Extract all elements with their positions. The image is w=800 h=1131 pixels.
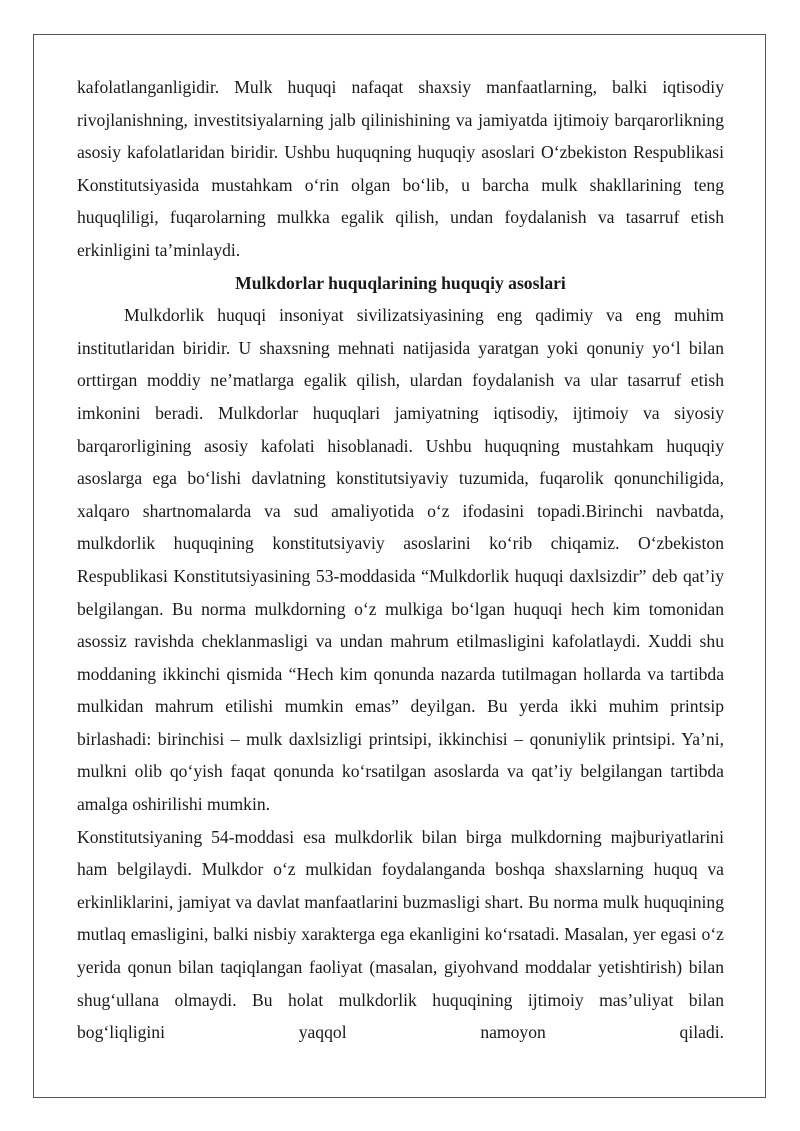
- paragraph-main: Mulkdorlik huquqi insoniyat sivilizatsiyasining eng qadimiy va eng muhim institutlaridan biridir. U shaxsning mehnati natijasida yaratgan yoki qonuniy yo‘l bilan orttirgan moddiy ne’matlarga egalik qilish, ulardan foydalanish va ular tasarruf etish imkonini beradi. Mulkdorlar huquqlari jamiyatning iqtisodiy, ijtimoiy va siyosiy barqarorligining asosiy kafolati hisoblanadi. Ushbu huquqning mustahkam huquqiy asoslarga ega bo‘lishi davlatning konstitutsiyaviy tuzumida, fuqarolik qonunchiligida, xalqaro shartnomalarda va sud amaliyotida o‘z ifodasini topadi.Birinchi navbatda, mulkdorlik huquqining konstitutsiyaviy asoslarini ko‘rib chiqamiz. O‘zbekiston Respublikasi Konstitutsiyasining 53-moddasida “Mulkdorlik huquqi daxlsizdir” deb qat’iy belgilangan. Bu norma mulkdorning o‘z mulkiga bo‘lgan huquqi hech kim tomonidan asossiz ravishda cheklanmasligi va undan mahrum etilmasligini kafolatlaydi. Xuddi shu moddaning ikkinchi qismida “Hech kim qonunda nazarda tutilmagan hollarda va tartibda mulkidan mahrum etilishi mumkin emas” deyilgan. Bu yerda ikki muhim printsip birlashadi: birinchisi – mulk daxlsizligi printsipi, ikkinchisi – qonuniylik printsipi. Ya’ni, mulkni olib qo‘yish faqat qonunda ko‘rsatilgan asoslarda va qat’iy belgilangan tartibda amalga oshirilishi mumkin.: [77, 305, 724, 815]
- paragraph-intro: kafolatlanganligidir. Mulk huquqi nafaqat shaxsiy manfaatlarning, balki iqtisodiy rivojlanishning, investitsiyalarning jalb qilinishining va jamiyatda ijtimoiy barqarorlikning asosiy kafolatlaridan biridir. Ushbu huquqning huquqiy asoslari O‘zbekiston Respublikasi Konstitutsiyasida mustahkam o‘rin olgan bo‘lib, u barcha mulk shakllarining teng huquqliligi, fuqarolarning mulkka egalik qilish, undan foydalanish va tasarruf etish erkinligini ta’minlaydi.: [77, 77, 724, 260]
- paragraph-article-54: Konstitutsiyaning 54-moddasi esa mulkdorlik bilan birga mulkdorning majburiyatlarini ham belgilaydi. Mulkdor o‘z mulkidan foydalanganda boshqa shaxslarning huquq va erkinliklarini, jamiyat va davlat manfaatlarini buzmasligi shart. Bu norma mulk huquqining mutlaq emasligini, balki nisbiy xarakterga ega ekanligini ko‘rsatadi. Masalan, yer egasi o‘z yerida qonun bilan taqiqlangan faoliyat (masalan, giyohvand moddalar yetishtirish) bilan shug‘ullana olmaydi. Bu holat mulkdorlik huquqining ijtimoiy mas’uliyat bilan bog‘liqligini yaqqol namoyon qiladi.: [77, 826, 724, 1043]
- document-body: [77, 71, 724, 1049]
- section-heading: Mulkdorlar huquqlarining huquqiy asoslari: [235, 272, 566, 293]
